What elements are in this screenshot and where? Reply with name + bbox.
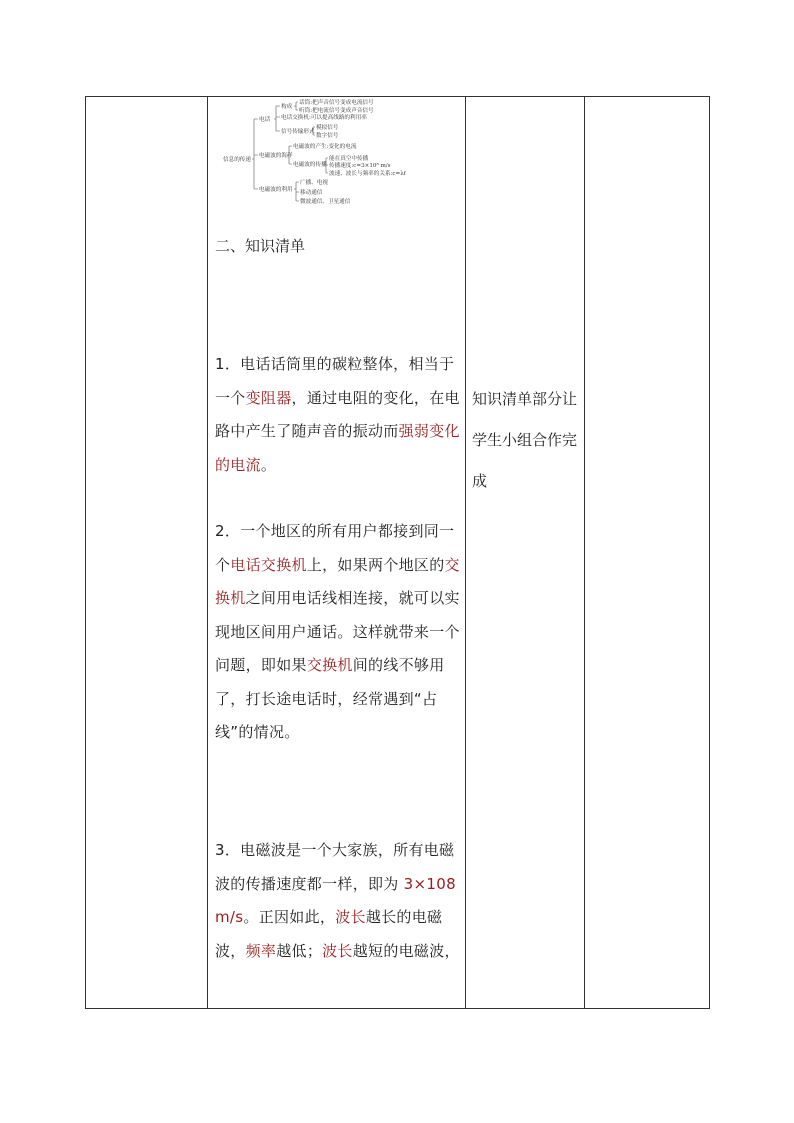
text-run: ，通过电阻的变化，在电路中产生了随声音的振动而 — [215, 388, 460, 440]
knowledge-item-1 — [215, 348, 461, 482]
text-run: 越短的电磁波， — [352, 941, 460, 960]
mm-broadcast: 广播、电视 — [300, 180, 328, 186]
mm-root: 信息的传递 — [223, 157, 251, 163]
text-run: 越低； — [276, 941, 323, 960]
mm-em-produce: 电磁波的产生:变化的电流 — [293, 144, 357, 150]
mm-signal-form: 信号传输形式 — [281, 129, 315, 135]
answer-highlight: 强弱变化的电流 — [215, 422, 460, 474]
teacher-note: 知识清单部分让学生小组合作完成 — [472, 390, 578, 490]
mm-mobile: 移动通信 — [300, 190, 323, 196]
section-title: 二、知识清单 — [215, 237, 306, 255]
knowledge-mind-map — [214, 97, 464, 209]
answer-highlight: 变阻器 — [245, 388, 292, 407]
mm-em-use: 电磁波的利用 — [259, 187, 293, 193]
answer-highlight: 交换机 — [306, 656, 353, 674]
blank-cell-right — [585, 97, 710, 1009]
text-run: 越长的电磁波， — [215, 908, 443, 960]
answer-highlight: 交换机 — [215, 555, 460, 607]
mm-phone: 电话 — [259, 117, 271, 123]
text-run: 间的线不够用了，打长途电话时，经常遇到“占线”的情况。 — [215, 656, 445, 741]
text-run: 2．一个地区的所有用户都接到同一个 — [215, 522, 455, 574]
mm-exchange: 电话交换机:可以提高线路的利用率 — [281, 115, 367, 121]
mm-structure: 构成 — [281, 104, 293, 110]
mm-speed: 传播速度:c=3×10⁸ m/s — [329, 163, 391, 169]
mm-digital: 数字信号 — [316, 133, 339, 139]
mm-microwave: 微波通信、卫星通信 — [300, 199, 351, 205]
answer-highlight: 波长 — [322, 941, 353, 960]
knowledge-item-2 — [215, 515, 461, 750]
mm-em-sea: 电磁波的海洋 — [259, 153, 293, 159]
answer-highlight: 电话交换机 — [230, 555, 307, 574]
text-run: 1．电话话筒里的碳粒整体，相当于一个 — [215, 355, 455, 407]
text-run: 之间用电话线相连接，就可以实现地区间用户通话。这样就带来一个问题，即如果 — [215, 589, 460, 674]
answer-highlight: 频率 — [245, 941, 277, 960]
lesson-table — [85, 96, 710, 1009]
text-run: 3．电磁波是一个大家族，所有电磁波的传播速度都一样，即为 — [215, 841, 455, 893]
teacher-note-cell — [466, 97, 585, 1009]
blank-cell-left — [86, 97, 208, 1009]
mm-vacuum: 能在真空中传播 — [329, 156, 369, 162]
mm-mic: 话筒:把声音信号变成电流信号 — [299, 100, 374, 106]
text-run: 。正因如此， — [243, 908, 336, 926]
content-cell — [208, 97, 466, 1009]
answer-highlight: 波长 — [335, 908, 366, 926]
mm-em-spread: 电磁波的传播 — [293, 162, 327, 168]
text-run: 上，如果两个地区的 — [306, 555, 445, 574]
mm-relation: 波速、波长与频率的关系:c=λf — [329, 171, 406, 177]
mm-receiver: 听筒:把电流信号变成声音信号 — [299, 108, 374, 114]
mm-analog: 模拟信号 — [316, 125, 339, 131]
answer-highlight: 3×108 m/s — [215, 874, 456, 926]
text-run: 。 — [260, 455, 277, 474]
table-row — [86, 97, 710, 1009]
knowledge-item-3 — [215, 834, 461, 968]
